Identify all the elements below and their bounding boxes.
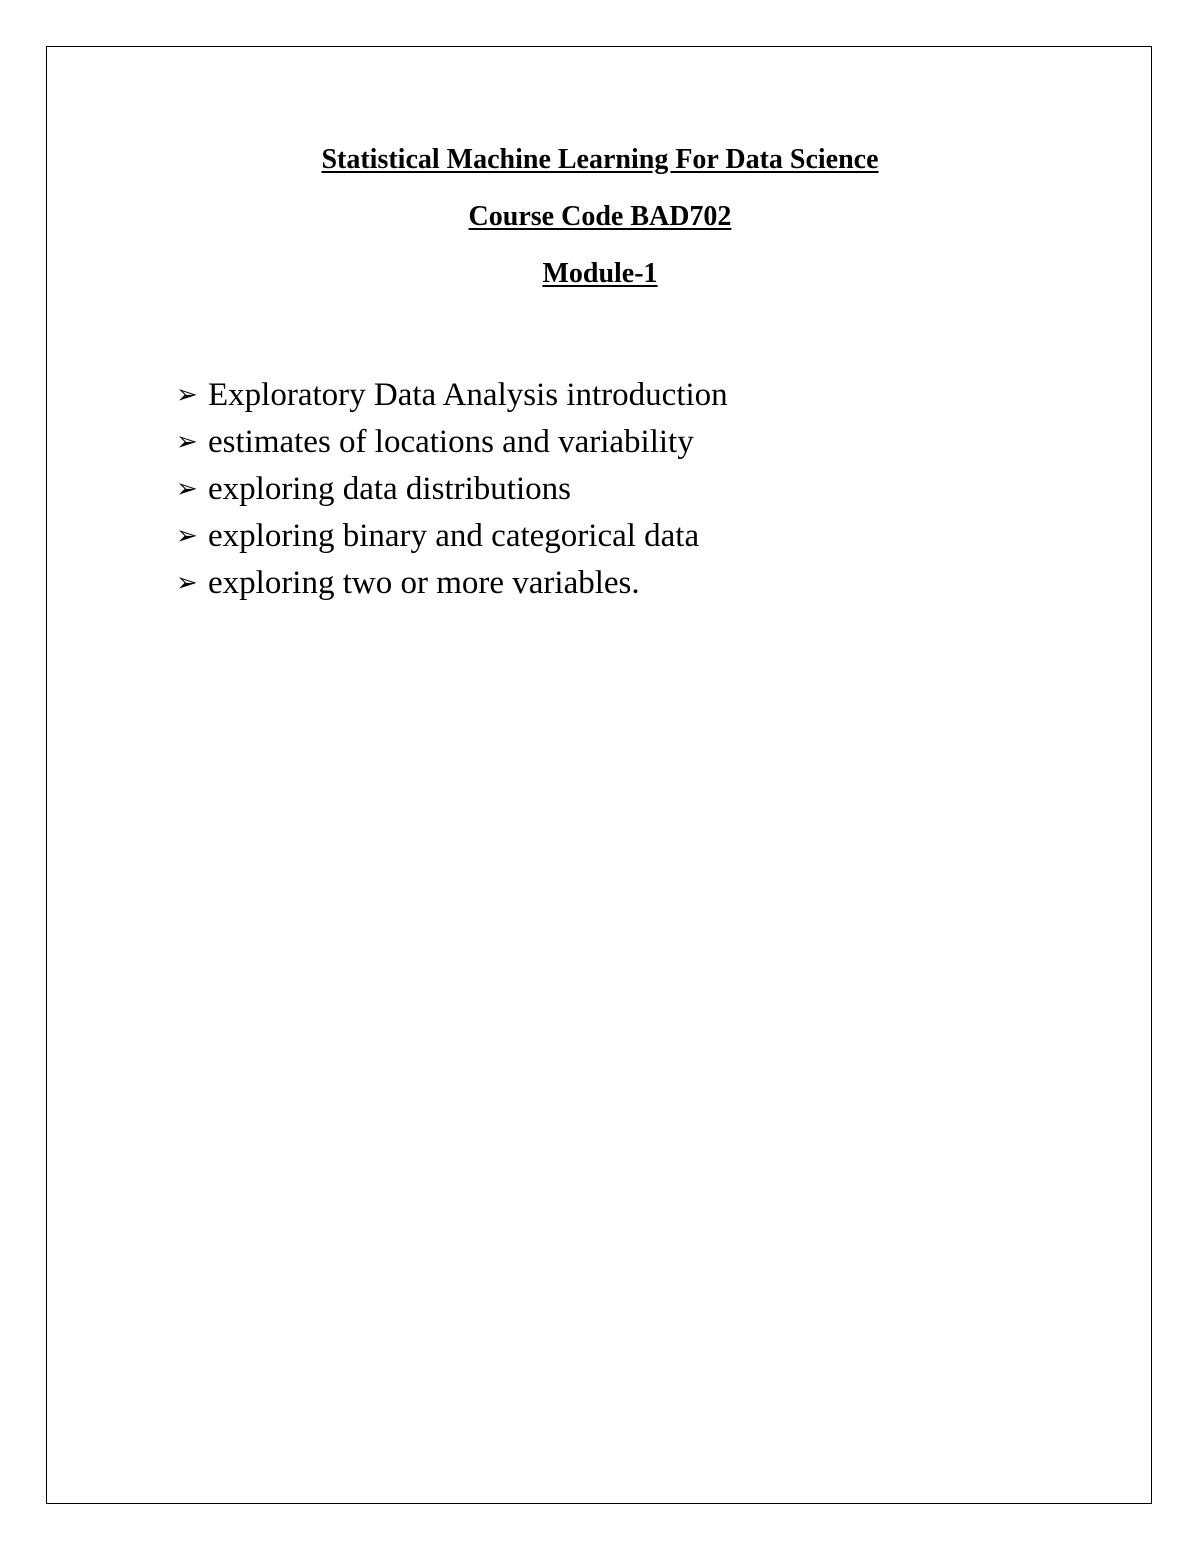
document-title: Statistical Machine Learning For Data Science (321, 144, 879, 175)
topic-list (176, 372, 728, 607)
list-item (176, 560, 728, 607)
arrow-bullet-icon: ➢ (176, 474, 198, 504)
list-item (176, 466, 728, 513)
topic-text: exploring binary and categorical data (208, 518, 700, 554)
topic-text: exploring two or more variables. (208, 565, 640, 601)
arrow-bullet-icon: ➢ (176, 380, 198, 410)
arrow-bullet-icon: ➢ (176, 521, 198, 551)
list-item (176, 419, 728, 466)
course-code: Course Code BAD702 (468, 201, 732, 232)
topic-text: Exploratory Data Analysis introduction (208, 377, 728, 413)
arrow-bullet-icon: ➢ (176, 568, 198, 598)
module-heading: Module-1 (542, 258, 658, 289)
list-item (176, 513, 728, 560)
list-item (176, 372, 728, 419)
arrow-bullet-icon: ➢ (176, 427, 198, 457)
topic-text: estimates of locations and variability (208, 424, 694, 460)
topic-text: exploring data distributions (208, 471, 571, 507)
